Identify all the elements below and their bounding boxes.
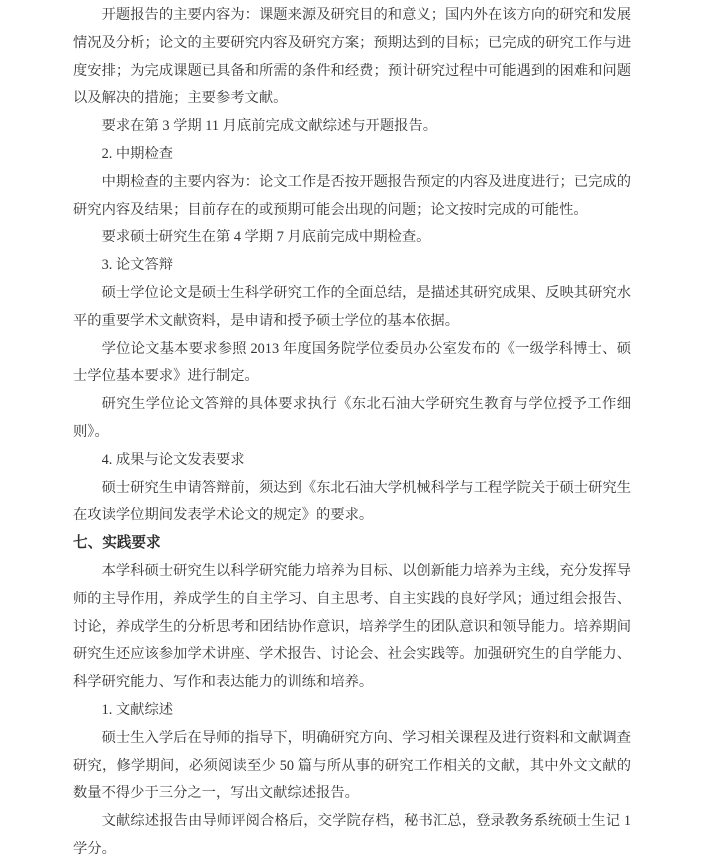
paragraph: 中期检查的主要内容为：论文工作是否按开题报告预定的内容及进度进行；已完成的研究内容及结果；目前存在的或预期可能会出现的问题；论文按时完成的可能性。: [73, 173, 631, 218]
paragraph: 硕士生入学后在导师的指导下，明确研究方向、学习相关课程及进行资料和文献调查研究，修学期间，必须阅读至少 50 篇与所从事的研究工作相关的文献，其中外文文献的数量不得少于三分之一，写出文献综述报告。: [73, 729, 631, 802]
numbered-item: 4. 成果与论文发表要求: [101, 451, 245, 468]
numbered-item: 2. 中期检查: [101, 145, 174, 162]
paragraph: 文献综述报告由导师评阅合格后，交学院存档，秘书汇总，登录教务系统硕士生记 1 学分。: [73, 813, 631, 857]
numbered-item: 1. 文献综述: [101, 701, 174, 718]
paragraph: 学位论文基本要求参照 2013 年度国务院学位委员办公室发布的《一级学科博士、硕士学位基本要求》进行制定。: [73, 340, 631, 385]
paragraph: 要求在第 3 学期 11 月底前完成文献综述与开题报告。: [101, 118, 438, 135]
paragraph: 要求硕士研究生在第 4 学期 7 月底前完成中期检查。: [101, 229, 431, 246]
numbered-item: 3. 论文答辩: [101, 257, 174, 274]
paragraph: 硕士研究生申请答辩前，须达到《东北石油大学机械科学与工程学院关于硕士研究生在攻读学位期间发表学术论文的规定》的要求。: [73, 479, 631, 524]
section-heading: 七、实践要求: [73, 535, 161, 552]
paragraph: 硕士学位论文是硕士生科学研究工作的全面总结，是描述其研究成果、反映其研究水平的重要学术文献资料，是申请和授予硕士学位的基本依据。: [73, 284, 631, 329]
paragraph: 本学科硕士研究生以科学研究能力培养为目标、以创新能力培养为主线，充分发挥导师的主导作用，养成学生的自主学习、自主思考、自主实践的良好学风；通过组会报告、讨论，养成学生的分析思考和团结协作意识，培养学生的团队意识和领导能力。培养期间研究生还应该参加学术讲座、学术报告、讨论会、社会实践等。加强研究生的自学能力、科学研究能力、写作和表达能力的训练和培养。: [73, 562, 631, 691]
paragraph: 研究生学位论文答辩的具体要求执行《东北石油大学研究生教育与学位授予工作细则》。: [73, 396, 631, 440]
paragraph: 开题报告的主要内容为：课题来源及研究目的和意义；国内外在该方向的研究和发展情况及分析；论文的主要研究内容及研究方案；预期达到的目标；已完成的研究工作与进度安排；为完成课题已具备和所需的条件和经费；预计研究过程中可能遇到的困难和问题以及解决的措施；主要参考文献。: [73, 7, 631, 107]
document-body: [73, 2, 631, 864]
